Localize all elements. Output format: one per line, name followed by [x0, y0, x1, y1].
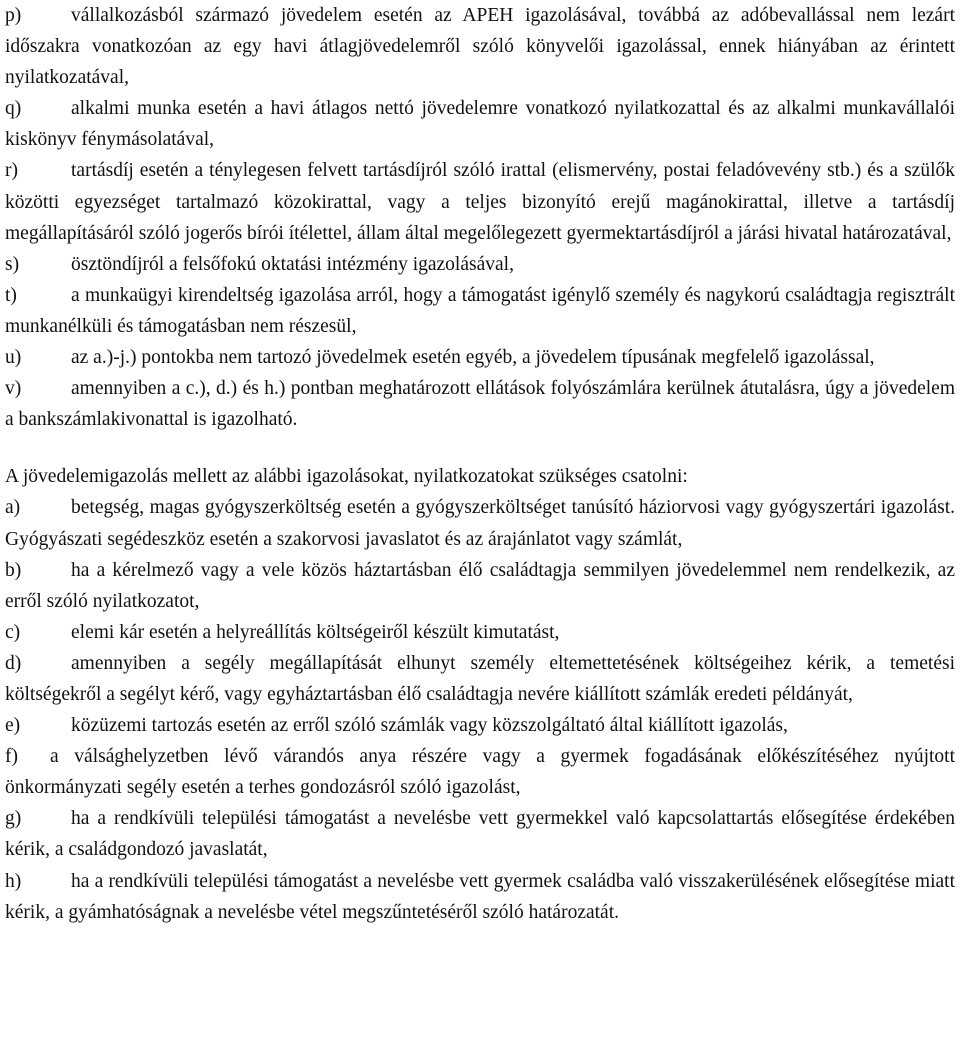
- item-label: v): [5, 378, 22, 400]
- item-text: amennyiben a segély megállapítását elhunyt személy eltemettetésének költségeihez kérik, a temetési költségekről a segélyt kérő, vagy egyháztartásban élő családtagja nevére kiállított számlák eredeti példányát,: [5, 652, 955, 705]
- list-item-q: [5, 93, 955, 155]
- item-text: vállalkozásból származó jövedelem esetén az APEH igazolásával, továbbá az adóbevallással nem lezárt időszakra vonatkozóan az egy havi átlagjövedelemről szóló könyvelői igazolással, ennek hiányában az érintett nyilatkozatával,: [5, 5, 955, 89]
- item-text: ha a kérelmező vagy a vele közös háztartásban élő családtagja semmilyen jövedelemmel nem rendelkezik, az erről szóló nyilatkozatot,: [5, 559, 955, 612]
- attachment-item-b: [5, 555, 955, 617]
- item-text: az a.)-j.) pontokba nem tartozó jövedelmek esetén egyéb, a jövedelem típusának megfelelő igazolással,: [71, 347, 875, 369]
- list-item-p: [5, 0, 955, 93]
- attachment-item-a: [5, 492, 955, 554]
- item-label: a): [5, 497, 21, 519]
- item-text: a munkaügyi kirendeltség igazolása arról, hogy a támogatást igénylő személy és nagykorú családtagja regisztrált munkanélküli és támogatásban nem részesül,: [5, 284, 955, 337]
- item-label: g): [5, 808, 22, 830]
- item-label: s): [5, 253, 20, 275]
- item-label: t): [5, 284, 17, 306]
- attachment-item-e: [5, 710, 955, 741]
- item-text: amennyiben a c.), d.) és h.) pontban meghatározott ellátások folyószámlára kerülnek átutalásra, úgy a jövedelem a bankszámlakivonattal is igazolható.: [5, 378, 955, 431]
- list-item-v: [5, 373, 955, 435]
- item-label: r): [5, 160, 18, 182]
- item-label: h): [5, 870, 22, 892]
- attachment-item-c: [5, 617, 955, 648]
- item-label: f): [5, 746, 18, 768]
- list-item-r: [5, 155, 955, 248]
- income-proof-list: [5, 0, 955, 435]
- item-text: elemi kár esetén a helyreállítás költségeiről készült kimutatást,: [71, 621, 560, 643]
- list-item-t: [5, 280, 955, 342]
- item-text: közüzemi tartozás esetén az erről szóló számlák vagy közszolgáltató által kiállított igazolás,: [71, 715, 788, 737]
- item-label: d): [5, 652, 22, 674]
- section-intro: A jövedelemigazolás mellett az alábbi igazolásokat, nyilatkozatokat szükséges csatolni:: [5, 466, 688, 488]
- item-label: q): [5, 98, 22, 120]
- attachments-section: [5, 461, 955, 927]
- item-label: b): [5, 559, 22, 581]
- item-text: ha a rendkívüli települési támogatást a nevelésbe vett gyermekkel való kapcsolattartás elősegítése érdekében kérik, a családgondozó javaslatát,: [5, 808, 955, 861]
- attachment-item-g: [5, 803, 955, 865]
- item-label: p): [5, 5, 22, 26]
- document-page: [5, 0, 955, 928]
- item-label: c): [5, 621, 21, 643]
- section-gap: [5, 435, 955, 461]
- attachment-item-f: [5, 741, 955, 803]
- attachment-item-d: [5, 648, 955, 710]
- item-text: ösztöndíjról a felsőfokú oktatási intézmény igazolásával,: [71, 253, 514, 275]
- item-text: ha a rendkívüli települési támogatást a nevelésbe vett gyermek családba való visszakerülésének elősegítése miatt kérik, a gyámhatóságnak a nevelésbe vétel megszűntetéséről szóló határozatát.: [5, 870, 955, 923]
- item-text: betegség, magas gyógyszerköltség esetén a gyógyszerköltséget tanúsító háziorvosi vagy gyógyszertári igazolást. Gyógyászati segédeszköz esetén a szakorvosi javaslatot és az árajánlatot vagy számlát,: [5, 497, 955, 550]
- item-text: alkalmi munka esetén a havi átlagos nettó jövedelemre vonatkozó nyilatkozattal és az alkalmi munkavállalói kiskönyv fénymásolatával,: [5, 98, 955, 151]
- item-label: u): [5, 347, 22, 369]
- item-label: e): [5, 715, 21, 737]
- list-item-s: [5, 249, 955, 280]
- list-item-u: [5, 342, 955, 373]
- attachment-item-h: [5, 866, 955, 928]
- item-text: a válsághelyzetben lévő várandós anya részére vagy a gyermek fogadásának előkészítéséhez nyújtott önkormányzati segély esetén a terhes gondozásról szóló igazolást,: [5, 746, 955, 799]
- item-text: tartásdíj esetén a ténylegesen felvett tartásdíjról szóló irattal (elismervény, postai feladóvevény stb.) és a szülők közötti egyezséget tartalmazó közokirattal, vagy a teljes bizonyító erejű magánokirattal, illetve a tartásdíj megállapításáról szóló jogerős bírói ítélettel, állam által megelőlegezett gyermektartásdíjról a járási hivatal határozatával,: [5, 160, 955, 244]
